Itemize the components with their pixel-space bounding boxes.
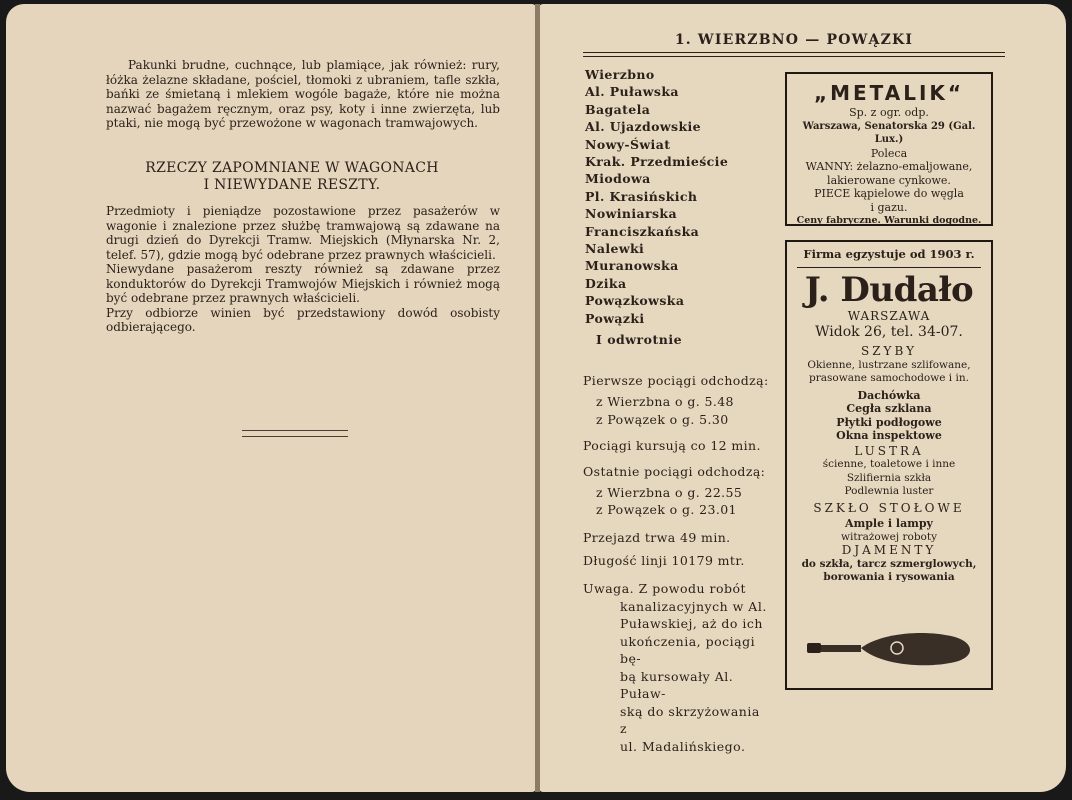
stop-item: Al. Puławska [585, 84, 679, 100]
stop-item: Powązkowska [585, 293, 685, 309]
last-trains-heading: Ostatnie pociągi odchodzą: [583, 464, 766, 479]
dudalo-line: prasowane samochodowe i in. [809, 372, 969, 384]
line-length-text: Długość linji 10179 mtr. [583, 553, 745, 568]
dudalo-line: Cegła szklana [846, 402, 932, 415]
metalik-line: i gazu. [870, 200, 908, 214]
first-train-wierzbno: z Wierzbna o g. 5.48 [596, 394, 734, 409]
note-line: Uwaga. Z powodu robót [583, 581, 747, 596]
change-paragraph: Niewydane pasażerom reszty również są zdawane przez konduktorów do Dyrekcji Tramwojów Miejskich i również mogą być odebrane przez prawnych właścicieli. [106, 262, 500, 305]
stop-item: Franciszkańska [585, 223, 700, 239]
stop-item: Al. Ujazdowskie [585, 119, 702, 135]
dudalo-heading: LUSTRA [854, 443, 924, 458]
first-train-powazki: z Powązek o g. 5.30 [596, 412, 729, 427]
metalik-brand: „METALIK“ [813, 81, 965, 105]
dudalo-brand: J. Dudało [804, 269, 974, 310]
metalik-line: PIECE kąpielowe do węgla [814, 187, 964, 200]
last-train-wierzbno: z Wierzbna o g. 22.55 [596, 485, 743, 500]
ornamental-divider [242, 430, 348, 437]
stop-item: Wierzbno [585, 67, 655, 82]
note-line: bą kursowały Al. Puław- [620, 668, 734, 701]
luggage-rules-text [106, 58, 500, 131]
dudalo-heading: DJAMENTY [841, 543, 937, 557]
metalik-advertisement [785, 72, 993, 226]
dudalo-line: Okienne, lustrzane szlifowane, [807, 358, 971, 371]
id-paragraph: Przy odbiorze winien być przedstawiony dowód osobisty odbierającego. [106, 305, 500, 334]
dudalo-line: Podlewnia luster [844, 485, 934, 497]
note-line: ukończenia, pociągi bę- [620, 633, 756, 666]
dudalo-line: Ample i lampy [845, 517, 933, 530]
dudalo-heading: SZKŁO STOŁOWE [813, 500, 965, 515]
stop-item: Dzika [585, 275, 627, 291]
heading-line-1: RZECZY ZAPOMNIANE W WAGONACH [145, 160, 439, 176]
note-line: ską do skrzyżowania z [620, 703, 760, 736]
stop-item: Krak. Przedmieście [585, 154, 729, 170]
luggage-paragraph: Pakunki brudne, cuchnące, lub plamiące, jak również: rury, łóżka żelazne składane, pościel, tłomoki z ubraniem, tafle szkła, bańki ze śmietaną i mlekiem wogóle bagaże, które nie można nazwać bagażem ręcznym, oraz psy, koty i inne zwierzęta, lub ptaki, nie mogą być przewożone w wagonach tramwajowych. [106, 58, 500, 130]
stop-item: Muranowska [585, 258, 679, 274]
lost-items-paragraph: Przedmioty i pieniądze pozostawione przez pasażerów w wagonie i znalezione przez służbę tramwajową są zdawane na drugi dzień do Dyrekcji Tramw. Miejskich (Młynarska Nr. 2, telef. 57), gdzie mogą być odebrane przez prawnych właścicieli. [106, 204, 500, 262]
stop-item: Nowiniarska [585, 206, 677, 222]
note-line: kanalizacyjnych w Al. [620, 598, 767, 614]
stop-item: Bagatela [585, 101, 651, 117]
stop-item: Powązki [585, 310, 645, 326]
dudalo-advertisement [785, 240, 993, 690]
metalik-recommends: Poleca [870, 146, 908, 160]
metalik-terms: Ceny fabryczne. Warunki dogodne. [796, 215, 982, 226]
dudalo-line: do szkła, tarcz szmerglowych, [801, 557, 977, 570]
dudalo-rule [797, 267, 981, 268]
duration-text: Przejazd trwa 49 min. [583, 530, 731, 545]
metalik-line: WANNY: żelazno-emaljowane, [805, 160, 973, 173]
metalik-line: lakierowane cynkowe. [827, 173, 951, 187]
stop-item: Miodowa [585, 171, 651, 187]
return-note: I odwrotnie [596, 332, 683, 347]
dudalo-line: Okna inspektowe [836, 429, 942, 442]
dudalo-line: borowania i rysowania [823, 571, 955, 583]
dudalo-line: Dachówka [857, 388, 921, 402]
stop-item: Nalewki [585, 241, 645, 257]
header-rule [583, 52, 1005, 57]
note-line: Puławskiej, aż do ich [620, 616, 763, 631]
running-head: 1. WIERZBNO — POWĄZKI [674, 32, 914, 48]
heading-line-2: I NIEWYDANE RESZTY. [203, 177, 381, 193]
dudalo-address: Widok 26, tel. 34-07. [815, 324, 963, 340]
metalik-address: Warszawa, Senatorska 29 (Gal. Lux.) [802, 120, 976, 145]
glass-cutter-icon [805, 625, 973, 673]
dudalo-city: WARSZAWA [847, 308, 931, 323]
dudalo-line: ścienne, toaletowe i inne [822, 458, 956, 470]
frequency-text: Pociągi kursują co 12 min. [583, 438, 761, 453]
dudalo-line: Płytki podłogowe [836, 415, 942, 429]
metalik-company: Sp. z ogr. odp. [849, 106, 929, 119]
dudalo-line: witrażowej roboty [840, 530, 938, 543]
stop-item: Pl. Krasińskich [585, 188, 698, 204]
note-line: ul. Madalińskiego. [620, 738, 746, 754]
lost-items-text [106, 204, 500, 335]
first-trains-heading: Pierwsze pociągi odchodzą: [583, 373, 769, 388]
detour-note [583, 580, 767, 755]
dudalo-line: Szlifiernia szkła [846, 471, 932, 484]
last-train-powazki: z Powązek o g. 23.01 [596, 502, 737, 517]
dudalo-since: Firma egzystuje od 1903 r. [803, 247, 975, 261]
lost-items-heading [112, 160, 472, 194]
book-spine [535, 4, 540, 792]
stop-list [585, 66, 775, 327]
stop-item: Nowy-Świat [585, 136, 671, 152]
dudalo-heading: SZYBY [860, 344, 917, 358]
